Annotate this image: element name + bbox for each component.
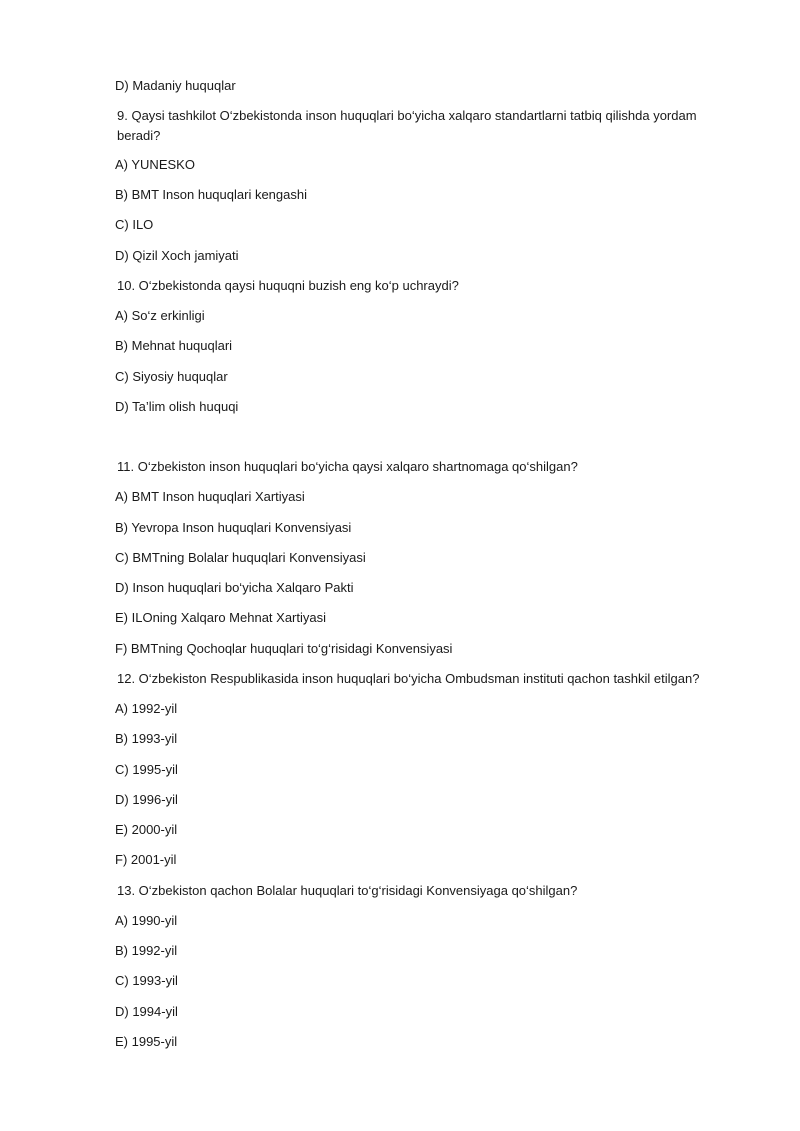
option-text: A) 1992-yil — [115, 701, 178, 716]
option-text: B) 1993-yil — [115, 731, 178, 746]
option-text: B) 1992-yil — [115, 943, 178, 958]
option-text: D) Madaniy huquqlar — [115, 78, 236, 93]
option-text: C) Siyosiy huquqlar — [115, 369, 228, 384]
question-text: 9. Qaysi tashkilot O‘zbekistonda inson huquqlari bo‘yicha xalqaro standartlarni tatbiq qilishda yordam beradi? — [117, 108, 697, 143]
option-text: D) Ta’lim olish huquqi — [115, 399, 239, 414]
option-text: E) ILOning Xalqaro Mehnat Xartiyasi — [115, 610, 326, 625]
question-text: 10. O‘zbekistonda qaysi huquqni buzish eng ko‘p uchraydi? — [117, 278, 459, 293]
question-text: 13. O‘zbekiston qachon Bolalar huquqlari to‘g‘risidagi Konvensiyaga qo‘shilgan? — [117, 883, 578, 898]
option-text: B) Mehnat huquqlari — [115, 338, 233, 353]
option-text: B) Yevropa Inson huquqlari Konvensiyasi — [115, 520, 352, 535]
question-text: 11. O‘zbekiston inson huquqlari bo‘yicha qaysi xalqaro shartnomaga qo‘shilgan? — [117, 459, 578, 474]
option-text: D) Inson huquqlari bo‘yicha Xalqaro Pakti — [115, 580, 354, 595]
option-text: E) 2000-yil — [115, 822, 178, 837]
option-text: C) 1993-yil — [115, 973, 178, 988]
option-text: F) BMTning Qochoqlar huquqlari to‘g‘risidagi Konvensiyasi — [115, 641, 453, 656]
option-text: C) BMTning Bolalar huquqlari Konvensiyasi — [115, 550, 366, 565]
option-text: B) BMT Inson huquqlari kengashi — [115, 187, 307, 202]
question-text: 12. O‘zbekiston Respublikasida inson huquqlari bo‘yicha Ombudsman instituti qachon tashkil etilgan? — [117, 671, 700, 686]
option-text: F) 2001-yil — [115, 852, 177, 867]
option-text: A) YUNESKO — [115, 157, 195, 172]
option-text: C) ILO — [115, 217, 154, 232]
option-text: A) So‘z erkinligi — [115, 308, 205, 323]
option-text: D) 1996-yil — [115, 792, 178, 807]
option-text: D) 1994-yil — [115, 1004, 178, 1019]
option-text: D) Qizil Xoch jamiyati — [115, 248, 239, 263]
option-text: E) 1995-yil — [115, 1034, 178, 1049]
option-text: A) BMT Inson huquqlari Xartiyasi — [115, 489, 305, 504]
option-text: A) 1990-yil — [115, 913, 178, 928]
option-text: C) 1995-yil — [115, 762, 178, 777]
